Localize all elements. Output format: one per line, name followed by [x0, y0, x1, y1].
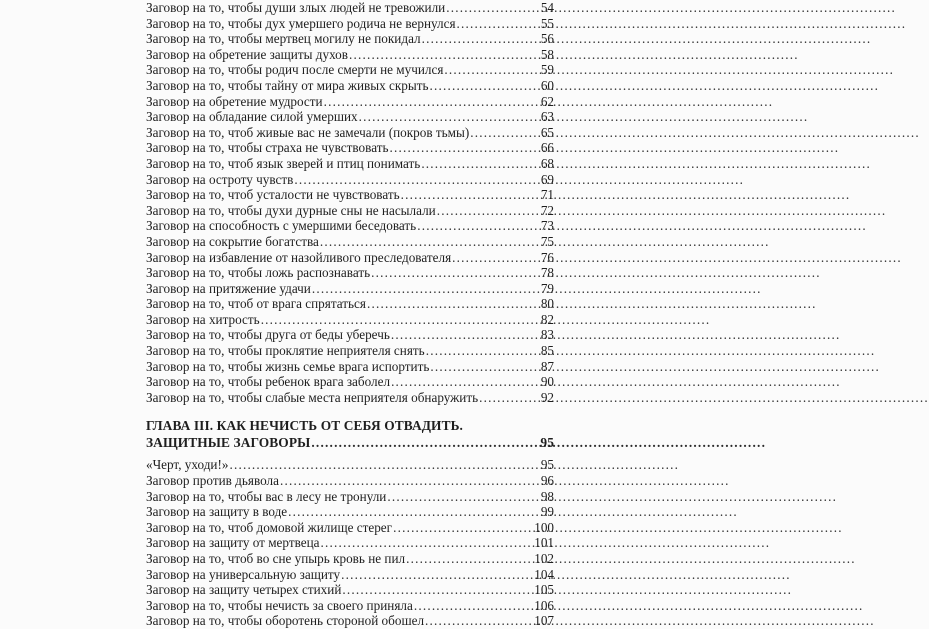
- toc-entry-title: Заговор на то, чтобы дух умершего родича не вернулся: [146, 15, 456, 31]
- toc-entry: [146, 218, 554, 234]
- toc-entry: [146, 125, 554, 141]
- toc-entry: [146, 187, 554, 203]
- toc-entry-title: Заговор на то, чтобы страха не чувствовать: [146, 140, 389, 156]
- dot-leader: [387, 489, 539, 505]
- dot-leader: [457, 16, 540, 32]
- chapter-title-row: [146, 434, 554, 451]
- dot-leader: [349, 47, 540, 63]
- table-of-contents: [146, 0, 554, 629]
- toc-entry-title: Заговор на то, чтобы проклятие неприятеля снять: [146, 343, 425, 359]
- dot-leader: [311, 434, 539, 451]
- toc-entry-title: Заговор на обладание силой умерших: [146, 109, 358, 125]
- toc-entry: [146, 567, 554, 583]
- toc-entry: [146, 172, 554, 188]
- dot-leader: [342, 582, 533, 598]
- toc-entry-page: 80: [540, 296, 554, 312]
- toc-entry-page: 99: [540, 504, 554, 520]
- toc-entry-title: Заговор на то, чтобы друга от беды уберечь: [146, 327, 390, 343]
- toc-entry-title: Заговор на то, чтобы слабые места неприятеля обнаружить: [146, 389, 479, 405]
- toc-entry: [146, 582, 554, 598]
- dot-leader: [280, 473, 540, 489]
- toc-entry-page: 71: [540, 187, 554, 203]
- toc-entry: [146, 520, 554, 536]
- toc-entry-page: 62: [540, 93, 554, 109]
- toc-entry-title: Заговор на защиту от мертвеца: [146, 535, 320, 551]
- toc-entry-page: 106: [534, 597, 554, 613]
- toc-entry-page: 83: [540, 327, 554, 343]
- toc-entry: [146, 551, 554, 567]
- toc-entry-title: Заговор на то, чтоб язык зверей и птиц понимать: [146, 155, 421, 171]
- chapter-page: 95: [540, 435, 554, 451]
- dot-leader: [391, 327, 540, 343]
- toc-entry-title: Заговор на притяжение удачи: [146, 280, 311, 296]
- toc-entry-page: 63: [540, 109, 554, 125]
- toc-entry: [146, 156, 554, 172]
- toc-entry-page: 65: [540, 124, 554, 140]
- toc-entry-page: 79: [540, 280, 554, 296]
- toc-entry: [146, 31, 554, 47]
- dot-leader: [393, 520, 533, 536]
- toc-entry: [146, 343, 554, 359]
- toc-entry-page: 60: [540, 77, 554, 93]
- toc-entry-title: Заговор на то, чтобы духи дурные сны не насылали: [146, 202, 436, 218]
- chapter-heading: [146, 417, 554, 451]
- toc-entry-page: 96: [540, 473, 554, 489]
- toc-entry-title: Заговор на то, чтобы оборотень стороной обошел: [146, 613, 425, 629]
- toc-entry: [146, 390, 554, 406]
- toc-entry: [146, 598, 554, 614]
- toc-entry-title: Заговор на обретение мудрости: [146, 93, 323, 109]
- toc-entry: [146, 0, 554, 16]
- toc-entry-page: 54: [540, 0, 554, 15]
- toc-entry: [146, 489, 554, 505]
- dot-leader: [452, 250, 540, 266]
- toc-entry: [146, 109, 554, 125]
- toc-entry-title: Заговор на то, чтобы жизнь семье врага испортить: [146, 358, 430, 374]
- toc-entry-title: Заговор на защиту в воде: [146, 504, 288, 520]
- toc-entry-page: 75: [540, 233, 554, 249]
- toc-entry: [146, 535, 554, 551]
- toc-entry-page: 90: [540, 374, 554, 390]
- toc-entry-title: «Черт, уходи!»: [146, 457, 229, 473]
- dot-leader: [294, 172, 539, 188]
- dot-leader: [261, 312, 540, 328]
- toc-entry-page: 56: [540, 31, 554, 47]
- toc-entry: [146, 203, 554, 219]
- dot-leader: [288, 504, 540, 520]
- toc-entry-page: 102: [534, 551, 554, 566]
- toc-entry-title: Заговор на сокрытие богатства: [146, 233, 319, 249]
- toc-entry-page: 78: [540, 265, 554, 281]
- dot-leader: [341, 567, 533, 583]
- toc-entry-title: Заговор на то, чтоб домовой жилище стерег: [146, 519, 393, 535]
- toc-entry-page: 105: [534, 582, 554, 598]
- dot-leader: [479, 390, 540, 406]
- toc-entry-title: Заговор на универсальную защиту: [146, 566, 341, 582]
- toc-entry-title: Заговор на то, чтобы мертвец могилу не покидал: [146, 31, 421, 47]
- toc-entry-page: 72: [540, 202, 554, 218]
- toc-entry-page: 100: [534, 519, 554, 535]
- chapter-title-line1: ГЛАВА III. КАК НЕЧИСТЬ ОТ СЕБЯ ОТВАДИТЬ.: [146, 418, 463, 434]
- toc-entry: [146, 281, 554, 297]
- dot-leader: [321, 535, 534, 551]
- toc-entry-title: Заговор на то, чтобы души злых людей не тревожили: [146, 0, 446, 15]
- toc-entry: [146, 140, 554, 156]
- dot-leader: [324, 94, 540, 110]
- dot-leader: [422, 31, 540, 47]
- toc-entry: [146, 457, 554, 473]
- toc-entry-page: 98: [540, 488, 554, 504]
- toc-entry-title: Заговор на то, чтоб живые вас не замечали (покров тьмы): [146, 124, 470, 140]
- dot-leader: [359, 109, 540, 125]
- dot-leader: [367, 296, 540, 312]
- toc-entry-title: Заговор против дьявола: [146, 473, 279, 489]
- toc-entry-page: 82: [540, 311, 554, 327]
- dot-leader: [391, 374, 540, 390]
- toc-entry-page: 58: [540, 46, 554, 62]
- toc-entry-page: 92: [540, 389, 554, 405]
- toc-entry: [146, 265, 554, 281]
- toc-entry: [146, 78, 554, 94]
- toc-entry: [146, 473, 554, 489]
- dot-leader: [417, 218, 540, 234]
- toc-entry: [146, 234, 554, 250]
- dot-leader: [421, 156, 540, 172]
- toc-list-before: [146, 0, 554, 405]
- dot-leader: [426, 343, 540, 359]
- dot-leader: [371, 265, 540, 281]
- toc-entry-page: 68: [540, 155, 554, 171]
- toc-entry-page: 76: [540, 249, 554, 265]
- toc-entry-page: 69: [540, 171, 554, 187]
- dot-leader: [320, 234, 540, 250]
- toc-entry: [146, 312, 554, 328]
- dot-leader: [229, 457, 539, 473]
- toc-entry-title: Заговор на то, чтоб усталости не чувствовать: [146, 187, 400, 203]
- toc-entry-page: 59: [540, 62, 554, 78]
- dot-leader: [446, 0, 540, 16]
- toc-entry-title: Заговор на защиту четырех стихий: [146, 582, 342, 598]
- toc-entry-title: Заговор на то, чтобы тайну от мира живых скрыть: [146, 77, 429, 93]
- toc-entry-page: 95: [540, 457, 554, 473]
- toc-entry: [146, 374, 554, 390]
- dot-leader: [312, 281, 540, 297]
- dot-leader: [430, 359, 539, 375]
- toc-entry-title: Заговор на то, чтоб во сне упырь кровь не пил: [146, 551, 406, 566]
- toc-entry-title: Заговор на хитрость: [146, 311, 260, 327]
- toc-entry-page: 73: [540, 218, 554, 234]
- dot-leader: [425, 613, 533, 629]
- dot-leader: [401, 187, 540, 203]
- toc-entry: [146, 327, 554, 343]
- toc-entry: [146, 359, 554, 375]
- toc-entry: [146, 47, 554, 63]
- toc-entry-page: 107: [534, 613, 554, 629]
- toc-entry-page: 101: [534, 535, 554, 551]
- toc-entry: [146, 296, 554, 312]
- toc-entry-title: Заговор на то, чтобы ложь распознавать: [146, 265, 371, 281]
- toc-entry-title: Заговор на то, чтобы ребенок врага заболел: [146, 374, 391, 390]
- toc-entry-title: Заговор на остроту чувств: [146, 171, 294, 187]
- toc-entry: [146, 62, 554, 78]
- dot-leader: [470, 125, 540, 141]
- toc-entry: [146, 613, 554, 629]
- toc-entry: [146, 504, 554, 520]
- toc-entry-page: 66: [540, 140, 554, 156]
- chapter-title-line2: ЗАЩИТНЫЕ ЗАГОВОРЫ: [146, 435, 311, 451]
- toc-entry: [146, 16, 554, 32]
- toc-entry-title: Заговор на обретение защиты духов: [146, 46, 349, 62]
- dot-leader: [390, 140, 540, 156]
- toc-list-after: [146, 457, 554, 629]
- toc-entry-page: 55: [540, 15, 554, 31]
- toc-entry-title: Заговор на то, чтобы нечисть за своего приняла: [146, 597, 413, 613]
- toc-entry-page: 85: [540, 343, 554, 359]
- dot-leader: [444, 62, 539, 78]
- dot-leader: [429, 78, 539, 94]
- dot-leader: [406, 551, 533, 567]
- toc-entry-title: Заговор на то, чтоб от врага спрятаться: [146, 296, 366, 312]
- toc-entry-page: 104: [534, 566, 554, 582]
- toc-entry-page: 87: [540, 358, 554, 374]
- toc-entry: [146, 250, 554, 266]
- toc-entry-title: Заговор на то, чтобы вас в лесу не тронули: [146, 488, 387, 504]
- toc-entry-title: Заговор на способность с умершими беседовать: [146, 218, 417, 234]
- dot-leader: [437, 203, 540, 219]
- toc-entry: [146, 94, 554, 110]
- toc-entry-title: Заговор на то, чтобы родич после смерти не мучился: [146, 62, 444, 78]
- toc-entry-title: Заговор на избавление от назойливого преследователя: [146, 249, 452, 265]
- dot-leader: [414, 598, 533, 614]
